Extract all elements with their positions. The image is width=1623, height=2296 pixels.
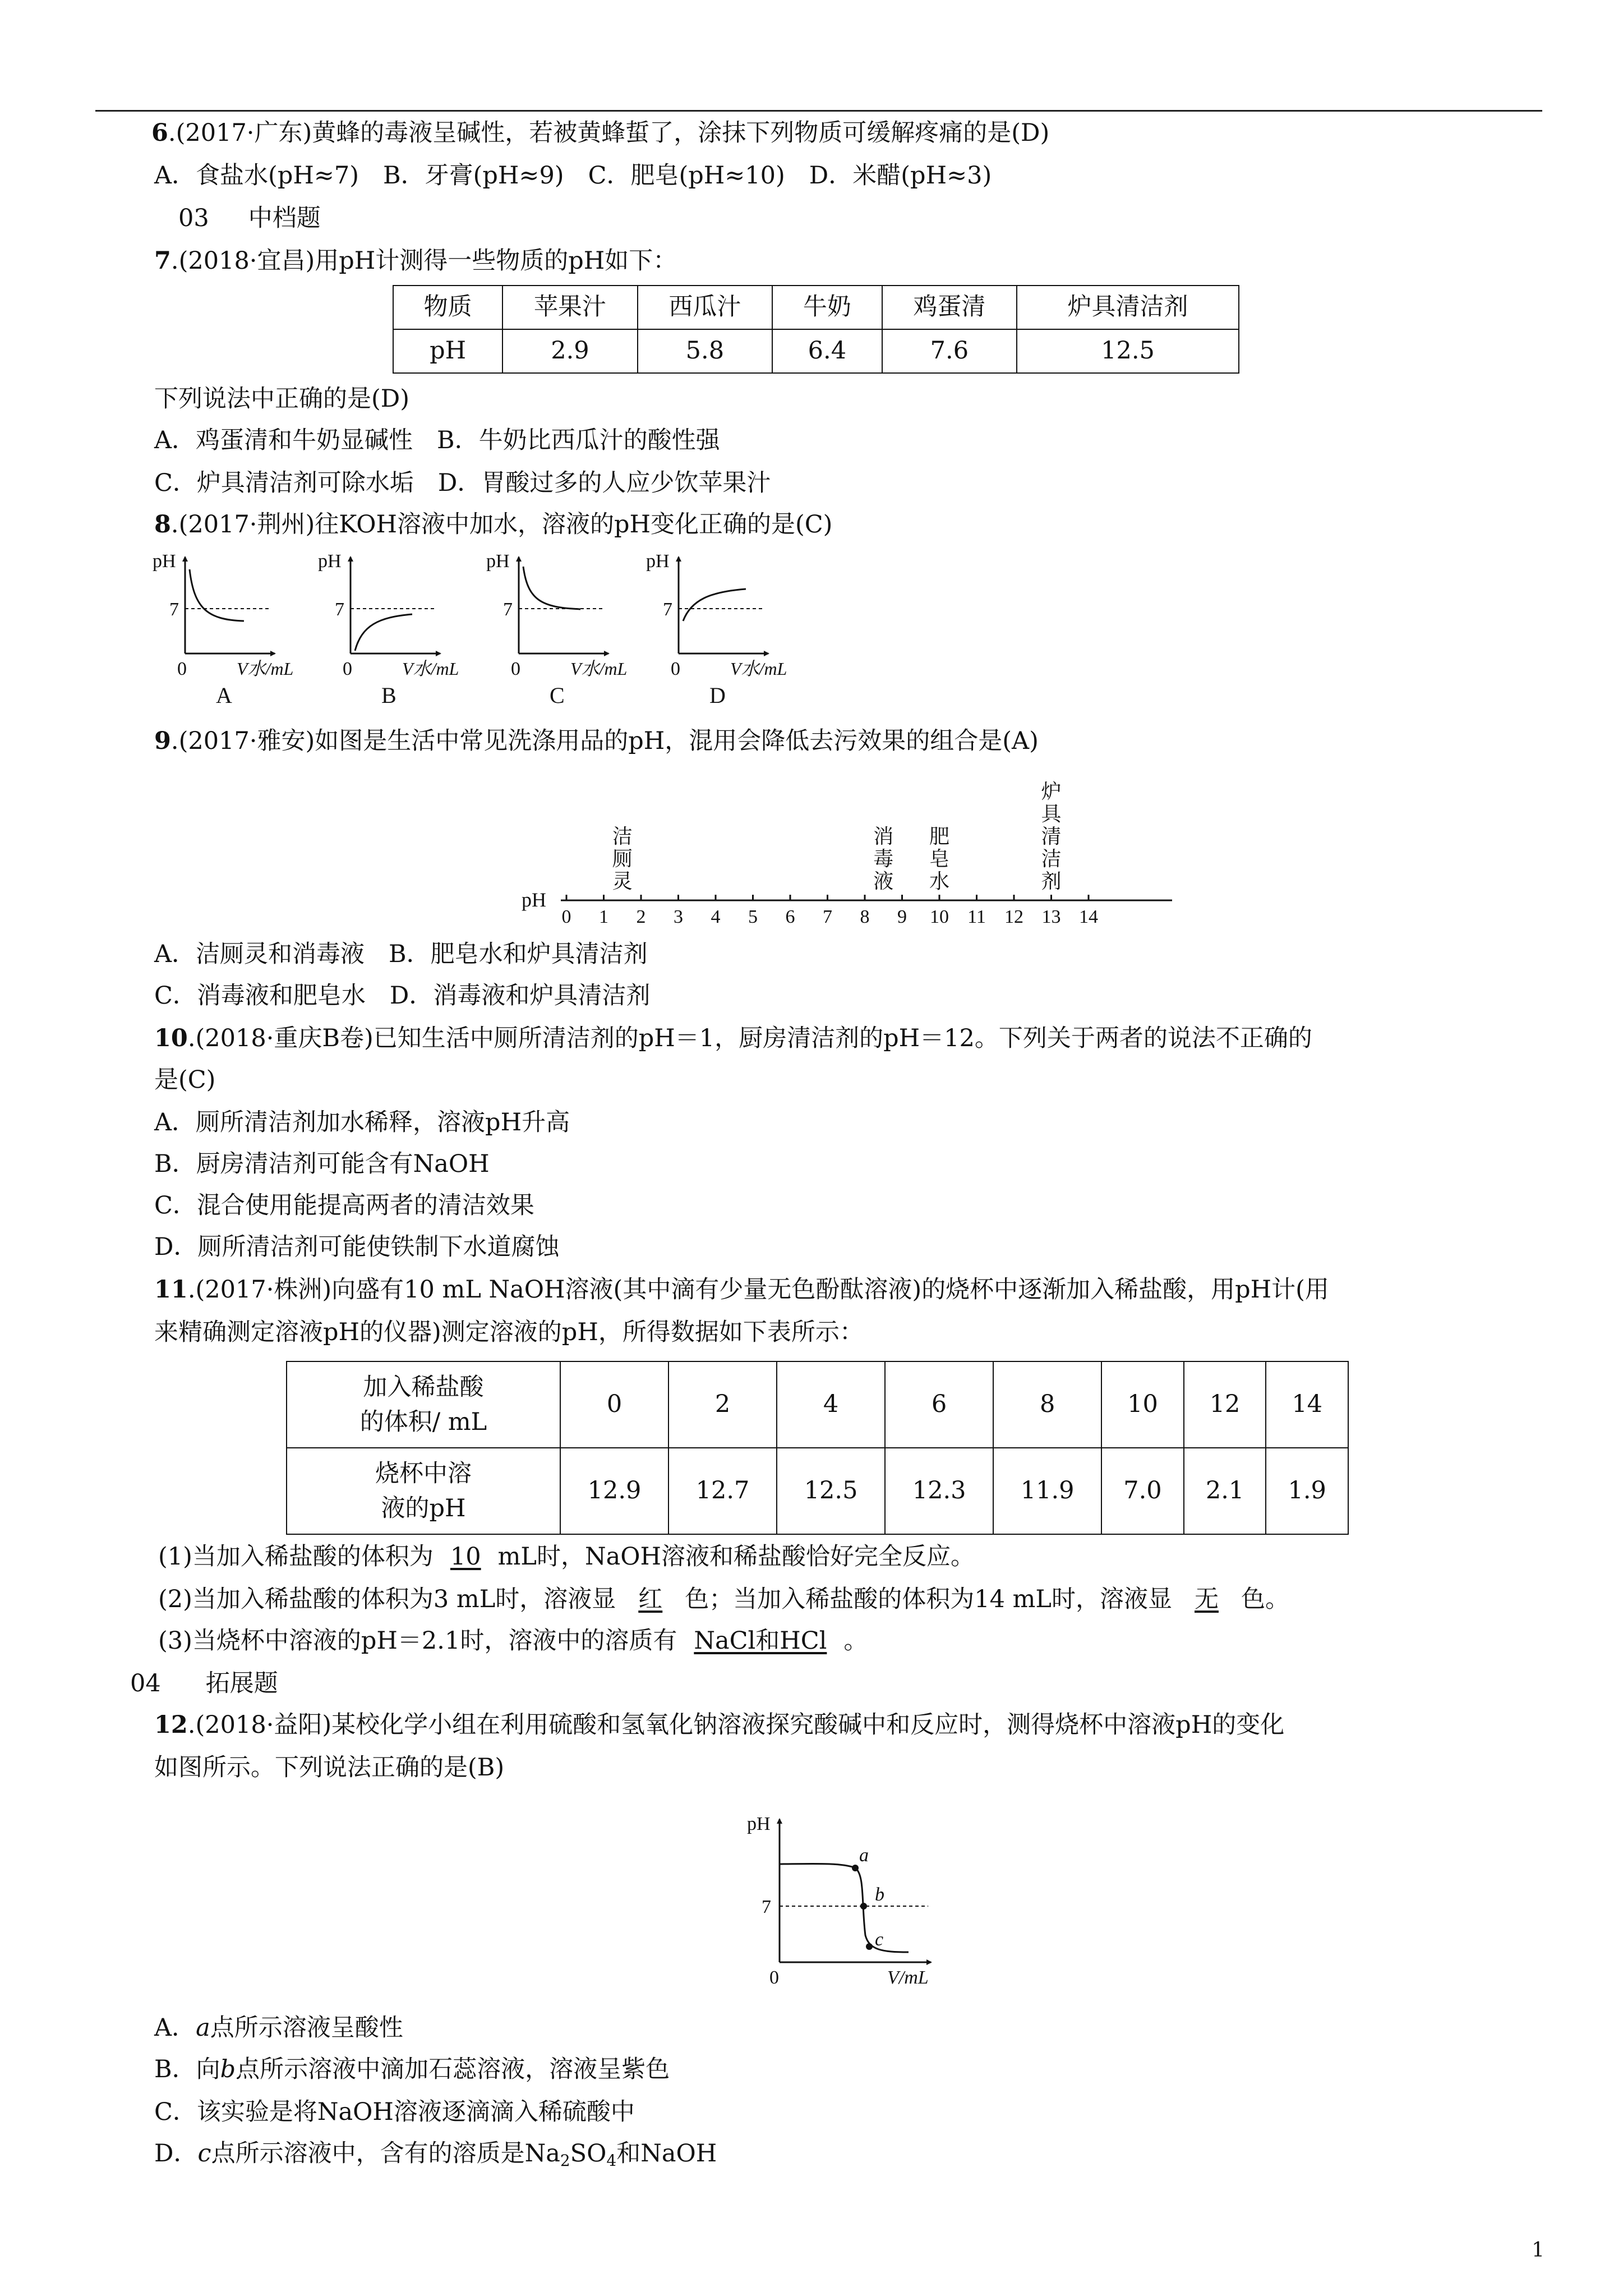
q11-ph-cell: 7.0 bbox=[1101, 1448, 1184, 1534]
q12-option-d-so: SO bbox=[570, 2139, 607, 2168]
q12-option-a-prefix: A． bbox=[154, 2014, 196, 2042]
q9-tick-label: 7 bbox=[823, 907, 832, 927]
q7-stem bbox=[154, 247, 677, 276]
q9-tick-label: 13 bbox=[1041, 907, 1061, 927]
q9-tick-label: 0 bbox=[561, 907, 571, 927]
q9-axis-label: pH bbox=[522, 889, 546, 911]
q7-table-cell: 6.4 bbox=[772, 329, 882, 373]
q11-row2-head bbox=[287, 1448, 560, 1534]
q8-graph-c bbox=[486, 551, 627, 708]
q9-tick-label: 12 bbox=[1004, 907, 1023, 927]
q8-c-ylabel: pH bbox=[486, 551, 510, 572]
q11-row1-head-line2: 的体积/ mL bbox=[359, 1408, 487, 1436]
q12-option-d-prefix: D． bbox=[154, 2139, 198, 2168]
q11-row1-head bbox=[287, 1361, 560, 1448]
q11-part2-tail: 色。 bbox=[1241, 1585, 1289, 1613]
section-03-heading bbox=[178, 204, 321, 233]
q9-product-label: 消 bbox=[873, 825, 894, 848]
q9-product-label: 毒 bbox=[873, 848, 894, 870]
q7-ph-table bbox=[393, 285, 1239, 374]
section-04-heading bbox=[130, 1669, 278, 1699]
q12-option-d-sub1: 2 bbox=[560, 2151, 570, 2170]
section-04-number: 04 bbox=[130, 1669, 161, 1697]
section-03-number: 03 bbox=[178, 204, 209, 232]
q9-product-label: 洁 bbox=[1041, 848, 1062, 870]
q12-label-a: a bbox=[859, 1845, 869, 1866]
q8-a-origin: 0 bbox=[177, 659, 187, 679]
q9-tick-label: 1 bbox=[599, 907, 608, 927]
q8-a-xlabel: V水/mL bbox=[237, 659, 294, 679]
q8-stem-text: .(2017·荆州)往KOH溶液中加水，溶液的pH变化正确的是(C) bbox=[170, 510, 833, 539]
q10-stem-text: .(2018·重庆B卷)已知生活中厕所清洁剂的pH＝1，厨房清洁剂的pH＝12。下列关于两者的说法不正确的 bbox=[187, 1024, 1312, 1052]
q9-tick-label: 14 bbox=[1079, 907, 1098, 927]
q11-ph-cell: 12.5 bbox=[777, 1448, 885, 1534]
q9-stem bbox=[154, 727, 1039, 756]
q11-row2-head-line1: 烧杯中溶 bbox=[375, 1459, 472, 1488]
page-number: 1 bbox=[1532, 2239, 1544, 2262]
q6-options: A．食盐水(pH≈7) B．牙膏(pH≈9) C．肥皂(pH≈10) D．米醋(pH≈3) bbox=[154, 162, 992, 190]
q11-data-table bbox=[286, 1361, 1349, 1535]
q11-stem-cont: 来精确测定溶液pH的仪器)测定溶液的pH，所得数据如下表所示： bbox=[154, 1318, 864, 1346]
q9-tick-label: 4 bbox=[711, 907, 721, 927]
q12-option-b-prefix: B．向 bbox=[154, 2055, 220, 2083]
q8-b-xlabel: V水/mL bbox=[402, 659, 459, 679]
q12-ylabel: pH bbox=[747, 1814, 771, 1834]
q12-stem-cont: 如图所示。下列说法正确的是(B) bbox=[154, 1754, 505, 1782]
q11-ph-cell: 12.7 bbox=[668, 1448, 777, 1534]
q9-tick-label: 5 bbox=[748, 907, 758, 927]
q11-part1-answer: 10 bbox=[450, 1543, 481, 1571]
q7-table-cell: 5.8 bbox=[638, 329, 772, 373]
q8-c-xlabel: V水/mL bbox=[570, 659, 628, 679]
q6-stem bbox=[151, 119, 1049, 148]
q6-stem-text: .(2017·广东)黄蜂的毒液呈碱性，若被黄蜂蜇了，涂抹下列物质可缓解疼痛的是(D) bbox=[168, 119, 1050, 147]
q11-volume-cell: 14 bbox=[1266, 1361, 1348, 1448]
q11-part2 bbox=[158, 1585, 1289, 1614]
q11-ph-cell: 12.9 bbox=[560, 1448, 668, 1534]
q8-graphs bbox=[146, 547, 819, 715]
q11-ph-cell: 11.9 bbox=[993, 1448, 1101, 1534]
q7-table-cell: 炉具清洁剂 bbox=[1017, 286, 1239, 329]
q8-b-origin: 0 bbox=[343, 659, 352, 679]
q9-ph-scale bbox=[505, 757, 1178, 937]
q12-label-b: b bbox=[875, 1884, 884, 1905]
q10-option-c: C．混合使用能提高两者的清洁效果 bbox=[154, 1191, 534, 1220]
q8-number: 8 bbox=[154, 510, 171, 539]
section-03-title: 中档题 bbox=[248, 204, 321, 232]
q11-part2-answer1: 红 bbox=[638, 1585, 663, 1613]
q9-product-label: 具 bbox=[1041, 803, 1062, 825]
q11-stem bbox=[154, 1276, 1329, 1305]
q8-b-ref: 7 bbox=[335, 599, 344, 620]
q9-product-label: 皂 bbox=[929, 848, 950, 870]
q8-a-ref: 7 bbox=[169, 599, 179, 620]
q11-part2-answer2: 无 bbox=[1194, 1585, 1219, 1613]
q9-tick-label: 8 bbox=[860, 907, 870, 927]
q7-options-cd: C．炉具清洁剂可除水垢 D．胃酸过多的人应少饮苹果汁 bbox=[154, 469, 771, 497]
q11-table-row bbox=[287, 1448, 1348, 1534]
q11-row2-head-line2: 液的pH bbox=[381, 1494, 466, 1522]
q12-option-b-point: b bbox=[220, 2055, 236, 2083]
q11-stem-text: .(2017·株洲)向盛有10 mL NaOH溶液(其中滴有少量无色酚酞溶液)的烧杯中逐渐加入稀盐酸，用pH计(用 bbox=[187, 1276, 1329, 1304]
q7-table-row bbox=[393, 329, 1239, 373]
q8-b-ylabel: pH bbox=[318, 551, 342, 572]
q12-label-c: c bbox=[875, 1929, 884, 1950]
q9-tick-label: 2 bbox=[636, 907, 646, 927]
q9-number: 9 bbox=[154, 727, 171, 755]
q7-table-cell: 苹果汁 bbox=[502, 286, 637, 329]
q8-d-origin: 0 bbox=[671, 659, 680, 679]
q7-table-cell: 7.6 bbox=[882, 329, 1017, 373]
q7-number: 7 bbox=[154, 247, 171, 275]
q12-point-c bbox=[866, 1943, 873, 1950]
q10-stem-cont: 是(C) bbox=[154, 1066, 216, 1094]
q12-point-b bbox=[860, 1903, 867, 1910]
q11-volume-cell: 6 bbox=[885, 1361, 993, 1448]
q12-ref: 7 bbox=[762, 1897, 771, 1917]
q11-ph-cell: 2.1 bbox=[1184, 1448, 1266, 1534]
q9-product-label: 液 bbox=[873, 870, 894, 892]
q11-part3-answer: NaCl和HCl bbox=[694, 1627, 827, 1655]
q10-stem bbox=[154, 1024, 1312, 1053]
q9-tick-label: 11 bbox=[967, 907, 986, 927]
q11-ph-cell: 1.9 bbox=[1266, 1448, 1348, 1534]
q8-graph-b bbox=[318, 551, 459, 708]
q11-part2-text: (2)当加入稀盐酸的体积为3 mL时，溶液显 bbox=[158, 1585, 616, 1613]
q11-part1 bbox=[158, 1543, 975, 1572]
q7-table-cell: 鸡蛋清 bbox=[882, 286, 1017, 329]
q12-option-b bbox=[154, 2055, 670, 2085]
q7-table-cell: 2.9 bbox=[502, 329, 637, 373]
q11-part3-tail: 。 bbox=[843, 1627, 868, 1655]
q11-part3 bbox=[158, 1627, 868, 1656]
q9-product-label: 水 bbox=[929, 870, 950, 892]
q9-product-label: 炉 bbox=[1041, 780, 1062, 803]
q11-part1-text: (1)当加入稀盐酸的体积为 bbox=[158, 1543, 434, 1571]
q10-number: 10 bbox=[154, 1024, 188, 1052]
q8-d-ref: 7 bbox=[663, 599, 672, 620]
q6-number: 6 bbox=[151, 119, 168, 147]
q9-product-label: 灵 bbox=[612, 870, 633, 892]
q8-c-letter: C bbox=[550, 683, 565, 708]
q7-stem-text: .(2018·宜昌)用pH计测得一些物质的pH如下： bbox=[170, 247, 677, 275]
header-rule bbox=[95, 110, 1542, 112]
q8-graph-a bbox=[153, 551, 293, 708]
q7-table-cell: pH bbox=[393, 329, 502, 373]
q8-d-ylabel: pH bbox=[646, 551, 670, 572]
q9-product-label: 洁 bbox=[612, 825, 633, 848]
q9-options-ab: A．洁厕灵和消毒液 B．肥皂水和炉具清洁剂 bbox=[154, 940, 648, 968]
q12-option-b-text: 点所示溶液中滴加石蕊溶液，溶液呈紫色 bbox=[236, 2055, 670, 2083]
q9-product-label: 清 bbox=[1041, 825, 1062, 848]
q12-number: 12 bbox=[154, 1711, 188, 1739]
q8-d-letter: D bbox=[709, 683, 726, 708]
q11-table-row bbox=[287, 1361, 1348, 1448]
q7-options-ab: A．鸡蛋清和牛奶显碱性 B．牛奶比西瓜汁的酸性强 bbox=[154, 426, 720, 454]
q12-option-d-text: 点所示溶液中，含有的溶质是Na bbox=[211, 2139, 560, 2168]
q12-option-d-point: c bbox=[197, 2139, 211, 2168]
q7-table-cell: 西瓜汁 bbox=[638, 286, 772, 329]
q11-part1-tail: mL时，NaOH溶液和稀盐酸恰好完全反应。 bbox=[497, 1543, 975, 1571]
q7-table-cell: 物质 bbox=[393, 286, 502, 329]
q7-table-cell: 12.5 bbox=[1017, 329, 1239, 373]
q7-prompt: 下列说法中正确的是(D) bbox=[154, 385, 410, 413]
q12-stem-text: .(2018·益阳)某校化学小组在利用硫酸和氢氧化钠溶液探究酸碱中和反应时，测得烧杯中溶液pH的变化 bbox=[187, 1711, 1285, 1739]
q7-table-row bbox=[393, 286, 1239, 329]
q10-option-b: B．厨房清洁剂可能含有NaOH bbox=[154, 1150, 490, 1178]
q12-option-a-text: 点所示溶液呈酸性 bbox=[210, 2014, 403, 2042]
q9-tick-label: 10 bbox=[930, 907, 949, 927]
q8-b-letter: B bbox=[381, 683, 396, 708]
q8-a-ylabel: pH bbox=[153, 551, 176, 572]
q9-product-label: 肥 bbox=[929, 825, 950, 848]
q10-option-d: D．厕所清洁剂可能使铁制下水道腐蚀 bbox=[154, 1233, 560, 1261]
q11-number: 11 bbox=[154, 1276, 188, 1304]
q8-d-xlabel: V水/mL bbox=[730, 659, 787, 679]
q11-part3-text: (3)当烧杯中溶液的pH＝2.1时，溶液中的溶质有 bbox=[158, 1627, 677, 1655]
q9-tick-label: 6 bbox=[785, 907, 795, 927]
q9-options-cd: C．消毒液和肥皂水 D．消毒液和炉具清洁剂 bbox=[154, 982, 651, 1010]
q11-ph-cell: 12.3 bbox=[885, 1448, 993, 1534]
q11-volume-cell: 0 bbox=[560, 1361, 668, 1448]
q8-graph-d bbox=[646, 551, 787, 708]
q12-option-a-point: a bbox=[196, 2014, 210, 2042]
q8-stem bbox=[154, 510, 832, 540]
q7-table-cell: 牛奶 bbox=[772, 286, 882, 329]
q12-graph bbox=[735, 1805, 981, 1996]
q12-option-d-sub2: 4 bbox=[606, 2151, 617, 2170]
q10-option-a: A．厕所清洁剂加水稀释，溶液pH升高 bbox=[154, 1108, 570, 1137]
q12-option-d bbox=[154, 2139, 717, 2170]
q12-origin: 0 bbox=[769, 1967, 779, 1988]
q11-volume-cell: 8 bbox=[993, 1361, 1101, 1448]
q12-point-a bbox=[852, 1865, 859, 1871]
q12-stem bbox=[154, 1711, 1284, 1740]
q8-c-origin: 0 bbox=[511, 659, 520, 679]
q11-volume-cell: 2 bbox=[668, 1361, 777, 1448]
q9-tick-label: 9 bbox=[897, 907, 907, 927]
q8-a-letter: A bbox=[216, 683, 232, 708]
q11-row1-head-line1: 加入稀盐酸 bbox=[363, 1373, 484, 1401]
q9-tick-label: 3 bbox=[674, 907, 683, 927]
q8-c-ref: 7 bbox=[503, 599, 513, 620]
section-04-title: 拓展题 bbox=[205, 1669, 278, 1697]
q12-option-d-tail: 和NaOH bbox=[616, 2139, 717, 2168]
q11-volume-cell: 4 bbox=[777, 1361, 885, 1448]
q9-stem-text: .(2017·雅安)如图是生活中常见洗涤用品的pH，混用会降低去污效果的组合是(A) bbox=[170, 727, 1039, 755]
q11-volume-cell: 10 bbox=[1101, 1361, 1184, 1448]
q12-xlabel: V/mL bbox=[887, 1967, 929, 1988]
q12-option-c: C．该实验是将NaOH溶液逐滴滴入稀硫酸中 bbox=[154, 2098, 635, 2126]
q11-volume-cell: 12 bbox=[1184, 1361, 1266, 1448]
q9-product-label: 剂 bbox=[1041, 870, 1062, 892]
q9-product-label: 厕 bbox=[612, 848, 633, 870]
q12-option-a bbox=[154, 2014, 403, 2043]
q11-part2-mid: 色；当加入稀盐酸的体积为14 mL时，溶液显 bbox=[685, 1585, 1172, 1613]
